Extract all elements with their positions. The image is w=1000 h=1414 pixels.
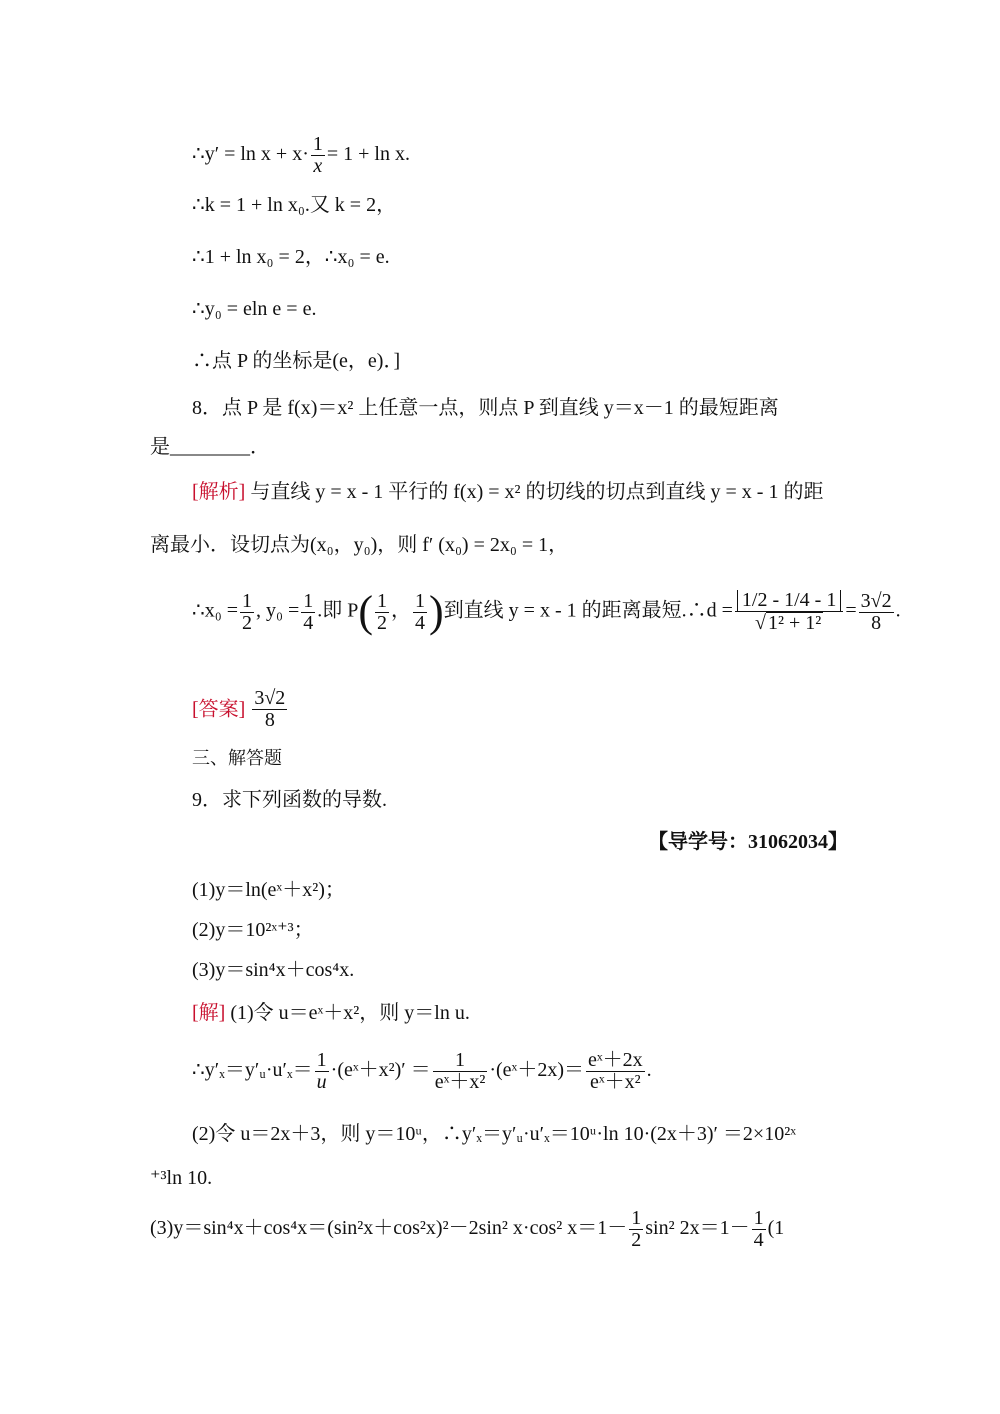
fraction: $\frac{1}{x}$	[312, 133, 323, 177]
guide-number: 【导学号：31062034】	[648, 831, 848, 853]
text-line: ∴点 P 的坐标是(e，e)．]	[192, 350, 401, 372]
analysis-line: [解析] 与直线 y = x - 1 平行的 f(x) = x² 的切线的切点到直线 y = x - 1 的距	[192, 481, 824, 503]
question-8: 8．点 P 是 f(x)＝x² 上任意一点，则点 P 到直线 y＝x－1 的最短距离	[192, 397, 779, 419]
solution-2b: ⁺³ln 10.	[150, 1167, 213, 1189]
solution-1: [解] (1)令 u＝eˣ＋x²，则 y＝ln u.	[192, 1002, 470, 1024]
question-8-blank: 是________．	[150, 436, 270, 458]
solution-tag: [解]	[192, 1002, 226, 1024]
text-line: ∴1 + ln x₀ = 2，∴x₀ = e.	[192, 246, 390, 268]
section-heading: 三、解答题	[192, 748, 282, 769]
answer-line: [答案] $\frac{3√2}{8}$	[192, 687, 286, 731]
problem-2: (2)y＝10²ˣ⁺³；	[192, 919, 314, 941]
solution-1b: ∴y′ₓ＝y′ᵤ·u′ₓ＝ $\frac{1}{u}$ ·(eˣ＋x²)′ ＝ $\frac{1}{\text{eˣ＋x²}}$ ·(eˣ＋2x)＝ $\frac{\text{eˣ＋2x}}{\text{eˣ＋x²}}$ .	[192, 1049, 652, 1093]
solution-3: (3)y＝sin⁴x＋cos⁴x＝(sin²x＋cos²x)²－2sin² x·cos² x＝1－ $\frac{1}{2}$ sin² 2x＝1－ $\frac{1}{4}$ (1	[150, 1207, 785, 1251]
problem-1: (1)y＝ln(eˣ＋x²)；	[192, 879, 345, 901]
problem-3: (3)y＝sin⁴x＋cos⁴x.	[192, 959, 355, 981]
distance-calc: ∴x₀ = $\frac{1}{2}$ , y₀ = $\frac{1}{4}$ .即 P( $\frac{1}{2}$ ， $\frac{1}{4}$ )到直线 y = x - 1 的距离最短.∴d = $\frac{1/2 - 1/4 - 1}{\text{√ 1² + 1²}}$ = $\frac{3√2}{8}$ .	[192, 587, 901, 636]
analysis-line-2: 离最小．设切点为(x₀，y₀)，则 f′ (x₀) = 2x₀ = 1，	[150, 534, 569, 556]
text-line: ∴y₀ = eln e = e.	[192, 298, 317, 320]
question-9: 9．求下列函数的导数.	[192, 789, 387, 811]
answer-tag: [答案]	[192, 698, 246, 721]
derivative-line: ∴y′ = ln x + x· $\frac{1}{x}$ = 1 + ln x.	[192, 133, 410, 177]
text-line: ∴k = 1 + ln x₀.又 k = 2，	[192, 194, 397, 216]
analysis-tag: [解析]	[192, 481, 246, 503]
solution-2: (2)令 u＝2x＋3，则 y＝10ᵘ，∴y′ₓ＝y′ᵤ·u′ₓ＝10ᵘ·ln 10·(2x＋3)′ ＝2×10²ˣ	[192, 1123, 796, 1145]
